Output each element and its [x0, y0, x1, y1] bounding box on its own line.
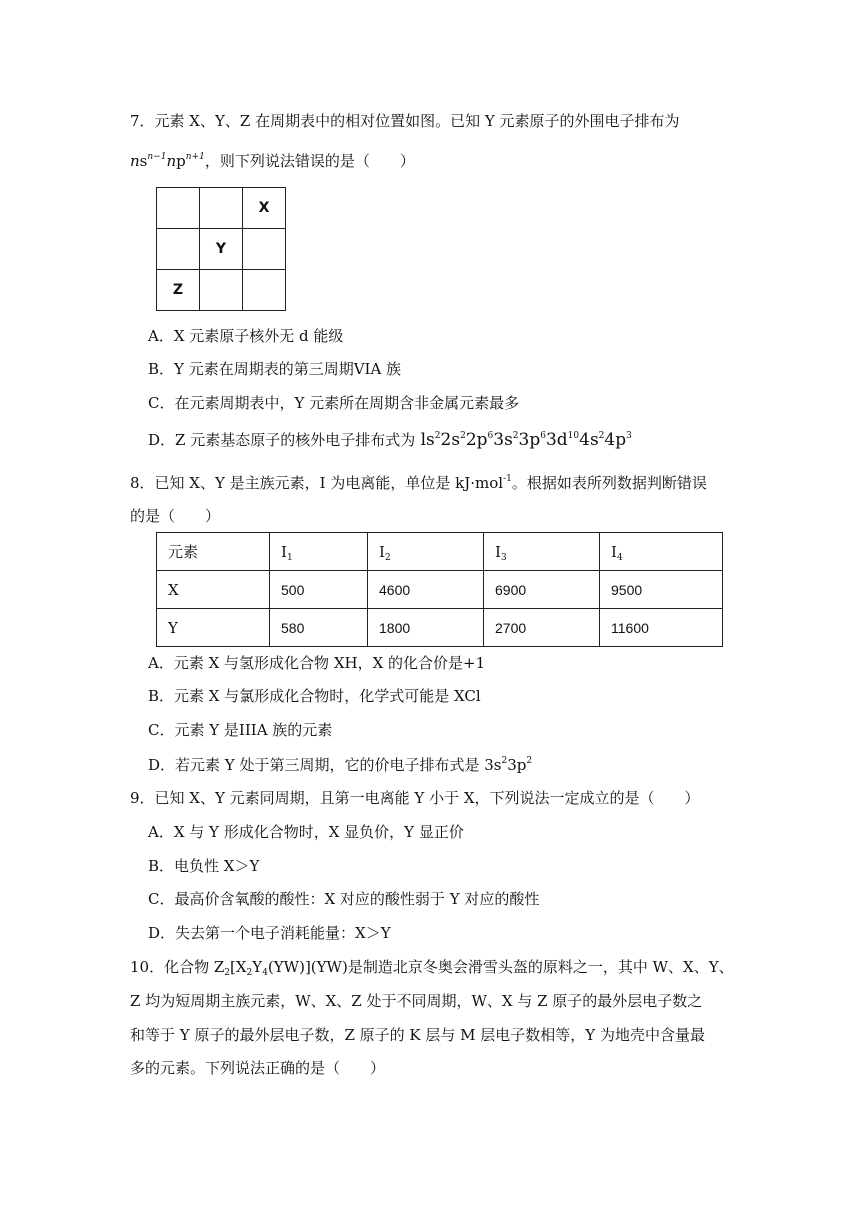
q9-stem: 9．已知 X、Y 元素同周期，且第一电离能 Y 小于 X，下列说法一定成立的是（ ）: [130, 789, 700, 807]
table-cell: 9500: [600, 571, 723, 609]
table-cell: X: [157, 571, 270, 609]
grid-cell: [200, 188, 243, 229]
grid-cell: [157, 229, 200, 270]
q7-option-d-prefix: D．Z 元素基态原子的核外电子排布式为: [148, 431, 416, 449]
q9-option-a: A．X 与 Y 形成化合物时，X 显负价，Y 显正价: [148, 823, 464, 841]
orbital-count: 2: [434, 431, 441, 441]
q8-option-d-sup1: 2: [501, 756, 508, 766]
q7-option-b: B．Y 元素在周期表的第三周期VIA 族: [148, 360, 402, 378]
q8-stem-b: 。根据如表所列数据判断错误: [511, 474, 707, 492]
q7-stem-line1: 7．元素 X、Y、Z 在周期表中的相对位置如图。已知 Y 元素原子的外围电子排布为: [130, 112, 680, 130]
q8-option-b: B．元素 X 与氯形成化合物时，化学式可能是 XCl: [148, 687, 481, 705]
table-header-cell: $I_2$: [368, 533, 484, 571]
grid-cell-x: X: [243, 188, 286, 229]
q10-stem-line3: 和等于 Y 原子的最外层电子数，Z 原子的 K 层与 M 层电子数相等，Y 为地壳中含量最: [130, 1026, 705, 1044]
orbital-count: 10: [567, 431, 580, 441]
q9-option-d: D．失去第一个电子消耗能量：X＞Y: [148, 924, 391, 942]
orbital-count: 3: [626, 431, 632, 441]
formula-s: s: [139, 152, 148, 170]
q8-option-c: C．元素 Y 是IIIA 族的元素: [148, 721, 333, 739]
table-cell: 6900: [484, 571, 600, 609]
table-cell: 500: [270, 571, 368, 609]
q8-option-a: A．元素 X 与氢形成化合物 XH，X 的化合价是+1: [148, 654, 486, 672]
orbital-count: 2: [598, 431, 605, 441]
grid-cell-y: Y: [200, 229, 243, 270]
formula-sup1: n−1: [147, 152, 167, 162]
table-cell: 11600: [600, 609, 723, 647]
orbital: 3p: [518, 430, 541, 450]
q8-stem-a: 8．已知 X、Y 是主族元素，I 为电离能，单位是 kJ·mol: [130, 474, 504, 492]
grid-cell: [157, 188, 200, 229]
table-header-cell: 元素: [157, 533, 270, 571]
q7-option-a: A．X 元素原子核外无 d 能级: [148, 327, 344, 345]
table-header-cell: $I_4$: [600, 533, 723, 571]
orbital-count: 6: [540, 431, 546, 441]
q9-option-c: C．最高价含氧酸的酸性：X 对应的酸性弱于 Y 对应的酸性: [148, 890, 540, 908]
orbital-count: 2: [460, 431, 466, 441]
grid-cell: [200, 270, 243, 311]
orbital-count: 2: [512, 431, 519, 441]
q9-option-b: B．电负性 X＞Y: [148, 857, 260, 875]
electron-config: [415, 430, 632, 450]
grid-cell: [243, 229, 286, 270]
grid-cell-z: Z: [157, 270, 200, 311]
formula-n2: n: [166, 152, 177, 170]
table-row: [157, 571, 723, 609]
q7-stem-line2: [130, 151, 415, 171]
q7-stem-rest: ，则下列说法错误的是（ ）: [204, 152, 415, 170]
q8-option-d-prefix: D．若元素 Y 处于第三周期，它的价电子排布式是 3s: [148, 756, 502, 774]
q8-stem-line2: 的是（ ）: [130, 507, 221, 525]
table-header-row: [157, 533, 723, 571]
q10-stem-line4: 多的元素。下列说法正确的是（ ）: [130, 1059, 386, 1077]
table-cell: Y: [157, 609, 270, 647]
orbital: 3d: [545, 430, 568, 450]
q7-option-d: [148, 430, 632, 450]
table-header-cell: $I_1$: [270, 533, 368, 571]
orbital: ls: [420, 430, 435, 450]
q10-stem-line1: 10．化合物 $Z_2[X_2Y_4(YW)](YW)$是制造北京冬奥会滑雪头盔的原料之一，其中 W、X、Y、: [130, 958, 734, 978]
formula-p: p: [176, 152, 186, 170]
table-cell: 580: [270, 609, 368, 647]
q7-option-c: C．在元素周期表中，Y 元素所在周期含非金属元素最多: [148, 394, 520, 412]
orbital-count: 6: [487, 431, 494, 441]
q10-stem-line2: Z 均为短周期主族元素，W、X、Z 处于不同周期，W、X 与 Z 原子的最外层电子数之: [130, 992, 703, 1010]
table-cell: 1800: [368, 609, 484, 647]
ionization-energy-table: [156, 532, 723, 647]
orbital: 3s: [493, 430, 513, 450]
table-cell: 4600: [368, 571, 484, 609]
grid-cell: [243, 270, 286, 311]
q8-stem-line1: [130, 473, 707, 493]
table-header-cell: $I_3$: [484, 533, 600, 571]
orbital: 4p: [604, 430, 627, 450]
periodic-position-grid: [156, 187, 286, 311]
orbital: 2s: [440, 430, 461, 450]
table-cell: 2700: [484, 609, 600, 647]
q8-option-d-sup2: 2: [526, 756, 533, 766]
q8-option-d-mid: 3p: [507, 756, 527, 774]
q8-option-d: [148, 755, 532, 775]
orbital: 4s: [579, 430, 599, 450]
formula-sup2: n+1: [185, 152, 205, 162]
table-row: [157, 609, 723, 647]
q8-unit-sup: -1: [503, 474, 512, 484]
formula-n: n: [130, 152, 140, 170]
orbital: 2p: [465, 430, 488, 450]
